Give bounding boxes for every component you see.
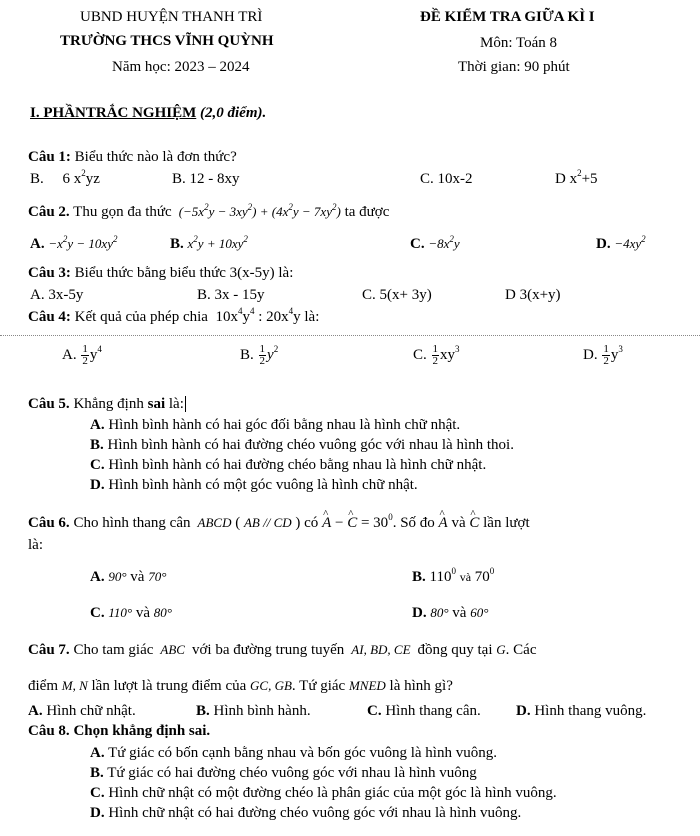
q1-stem: Câu 1: Biểu thức nào là đơn thức? bbox=[28, 149, 237, 165]
q6-option-d: D. 80° và 60° bbox=[412, 605, 489, 621]
q7-option-a: A. Hình chữ nhật. bbox=[28, 703, 136, 719]
q8-option-a: A. Tứ giác có bốn cạnh bằng nhau và bốn góc vuông là hình vuông. bbox=[90, 745, 497, 761]
q8-stem: Câu 8. Chọn khẳng định sai. bbox=[28, 723, 211, 739]
q8-option-d: D. Hình chữ nhật có hai đường chéo vuông góc với nhau là hình vuông. bbox=[90, 805, 522, 821]
q3-option-d: D 3(x+y) bbox=[505, 287, 561, 303]
q5-option-d: D. Hình bình hành có một góc vuông là hình chữ nhật. bbox=[90, 477, 418, 493]
q2-option-d: D. $-4xy^2$ bbox=[596, 233, 646, 252]
q7-stem-line2: điểm M, N lần lượt là trung điểm của GC, GB. Tứ giác MNED là hình gì? bbox=[28, 678, 453, 694]
q2-option-a: A. $-x^2y - 10xy^2$ bbox=[30, 233, 118, 252]
q5-stem: Câu 5. Khẳng định sai là: bbox=[28, 395, 190, 413]
q3-stem: Câu 3: Biểu thức bằng biểu thức 3(x-5y) là: bbox=[28, 265, 294, 281]
divider bbox=[0, 335, 700, 336]
exam-title: ĐỀ KIỂM TRA GIỮA KÌ I bbox=[420, 9, 595, 25]
q2-option-b: B. $x^2y + 10xy^2$ bbox=[170, 233, 248, 252]
q5-options bbox=[90, 416, 514, 494]
q8-option-c: C. Hình chữ nhật có một đường chéo là phân giác của một góc là hình vuông. bbox=[90, 785, 557, 801]
q4-option-c: C. $\frac{1}{2}$ $xy^3$ bbox=[413, 343, 460, 367]
q7-stem: Câu 7. Cho tam giác ABC với ba đường trung tuyến AI, BD, CE đồng quy tại G. Các bbox=[28, 642, 537, 658]
q5-option-b: B. Hình bình hành có hai đường chéo vuông góc với nhau là hình thoi. bbox=[90, 437, 514, 453]
q6-option-a: A. 90° và 70° bbox=[90, 569, 167, 585]
q4-option-a: A. $\frac{1}{2}$ $y^4$ bbox=[62, 343, 102, 367]
q4-option-d: D. $\frac{1}{2}$ $y^3$ bbox=[583, 343, 623, 367]
q7-option-c: C. Hình thang cân. bbox=[367, 703, 481, 719]
section-title: I. PHẦNTRẮC NGHIỆM (2,0 điểm). bbox=[30, 105, 267, 121]
q7-option-d: D. Hình thang vuông. bbox=[516, 703, 647, 719]
q3-option-b: B. 3x - 15y bbox=[197, 287, 265, 303]
exam-duration: Thời gian: 90 phút bbox=[458, 59, 570, 75]
q3-option-a: A. 3x-5y bbox=[30, 287, 84, 303]
exam-subject: Môn: Toán 8 bbox=[480, 35, 558, 51]
q5-option-a: A. Hình bình hành có hai góc đối bằng nhau là hình chữ nhật. bbox=[90, 417, 461, 433]
school-district: UBND HUYỆN THANH TRÌ bbox=[80, 9, 263, 25]
q6-stem-line2: là: bbox=[28, 537, 43, 553]
q1-option-b: B. 12 - 8xy bbox=[172, 171, 240, 187]
q6-option-b: B. $110^0$ và $70^0$ bbox=[412, 566, 495, 585]
q3-option-c: C. 5(x+ 3y) bbox=[362, 287, 432, 303]
q2-stem: Câu 2. Thu gọn đa thức $(-5x^2y - 3xy^2) + (4x^2y - 7xy^2)$ ta được bbox=[28, 201, 390, 220]
q6-stem: Câu 6. Cho hình thang cân ABCD ( AB // CD ) có ^ A − ^ $C = 30^0$. Số đo ^ A và ^ C lần lượt bbox=[28, 514, 530, 532]
school-name: TRƯỜNG THCS VĨNH QUỲNH bbox=[60, 33, 274, 49]
q8-option-b: B. Tứ giác có hai đường chéo vuông góc với nhau là hình vuông bbox=[90, 765, 477, 781]
q1-option-a: B. 6 $x^2yz$ bbox=[30, 168, 100, 187]
q5-option-c: C. Hình bình hành có hai đường chéo bằng nhau là hình chữ nhật. bbox=[90, 457, 487, 473]
q2-option-c: C. $-8x^2y$ bbox=[410, 233, 460, 252]
q4-option-b: B. $\frac{1}{2}$ $y^2$ bbox=[240, 343, 279, 367]
q6-option-c: C. 110° và 80° bbox=[90, 605, 172, 621]
q8-options bbox=[90, 744, 557, 822]
school-year: Năm học: 2023 – 2024 bbox=[112, 59, 250, 75]
q1-option-c: C. 10x-2 bbox=[420, 171, 473, 187]
q7-option-b: B. Hình bình hành. bbox=[196, 703, 311, 719]
q4-stem: Câu 4: Kết quả của phép chia $10x^4y^4$ : $20x^4y$ là: bbox=[28, 306, 320, 325]
q1-option-d: D $x^2+5$ bbox=[555, 168, 598, 187]
